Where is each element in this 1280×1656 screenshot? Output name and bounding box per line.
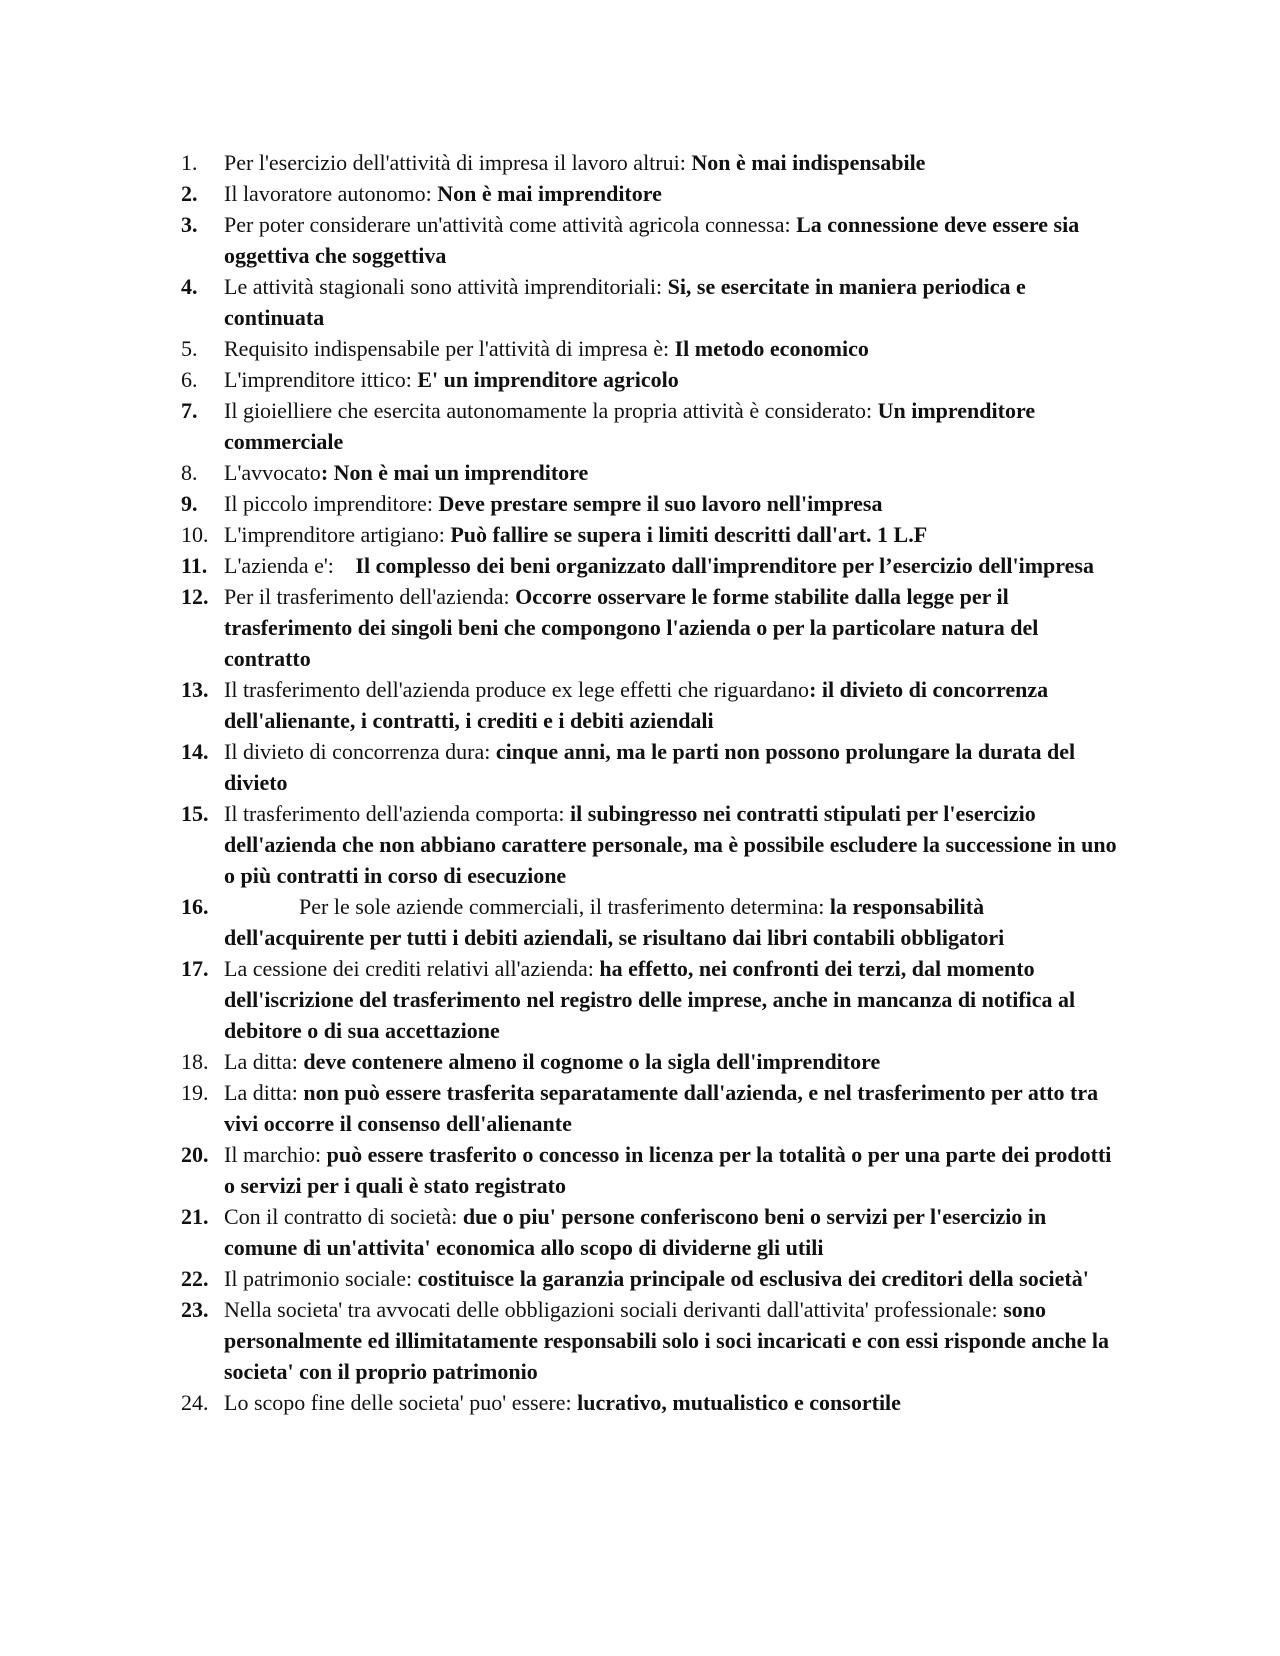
item-number: 6. [181, 367, 198, 392]
answer-text: sono personalmente ed illimitatamente responsabili solo i soci incaricati e con essi risponde anche la societa' con il proprio patrimonio [224, 1297, 1110, 1384]
item-number: 16. [181, 894, 209, 919]
item-number: 19. [181, 1080, 209, 1105]
item-number: 12. [181, 584, 209, 609]
question-text: La ditta: [224, 1080, 304, 1105]
item-number: 18. [181, 1049, 209, 1074]
list-item [181, 178, 1121, 209]
answer-text: non può essere trasferita separatamente dall'azienda, e nel trasferimento per atto tra vivi occorre il consenso dell'alienante [224, 1080, 1099, 1136]
list-item [181, 736, 1121, 798]
answer-text: due o piu' persone conferiscono beni o servizi per l'esercizio in comune di un'attivita' economica allo scopo di dividerne gli utili [224, 1204, 1047, 1260]
list-item [181, 209, 1121, 271]
question-text: Il trasferimento dell'azienda comporta: [224, 801, 571, 826]
item-number: 13. [181, 677, 209, 702]
answer-text: Deve prestare sempre il suo lavoro nell'impresa [438, 491, 883, 516]
question-text: Per l'esercizio dell'attività di impresa il lavoro altrui: [224, 150, 692, 175]
question-text: La ditta: [224, 1049, 304, 1074]
question-text: Lo scopo fine delle societa' puo' essere: [224, 1390, 578, 1415]
question-text: Il divieto di concorrenza dura: [224, 739, 496, 764]
item-number: 17. [181, 956, 209, 981]
question-text: Per il trasferimento dell'azienda: [224, 584, 516, 609]
answer-text: Non è mai indispensabile [691, 150, 926, 175]
list-item [181, 1387, 1121, 1418]
question-text: Il gioielliere che esercita autonomamente la propria attività è considerato: [224, 398, 878, 423]
answer-text: cinque anni, ma le parti non possono prolungare la durata del divieto [224, 739, 1076, 795]
answer-text: : Non è mai un imprenditore [320, 460, 589, 485]
list-item [181, 891, 1121, 953]
list-item [181, 550, 1121, 581]
question-text: Con il contratto di società: [224, 1204, 463, 1229]
list-item [181, 333, 1121, 364]
list-item [181, 1294, 1121, 1387]
answer-text: La connessione deve essere sia oggettiva che soggettiva [224, 212, 1080, 268]
question-answer-list [181, 147, 1121, 1418]
item-number: 11. [181, 553, 208, 578]
item-number: 9. [181, 491, 198, 516]
item-number: 4. [181, 274, 198, 299]
list-item [181, 488, 1121, 519]
item-number: 7. [181, 398, 198, 423]
answer-text: il subingresso nei contratti stipulati per l'esercizio dell'azienda che non abbiano carattere personale, ma è possibile escludere la successione in uno o più contratti in corso di esecuzione [224, 801, 1117, 888]
item-number: 1. [181, 150, 198, 175]
answer-text: : il divieto di concorrenza dell'alienante, i contratti, i crediti e i debiti aziendali [224, 677, 1049, 733]
question-text: Nella societa' tra avvocati delle obbligazioni sociali derivanti dall'attivita' professionale: [224, 1297, 1004, 1322]
answer-text: deve contenere almeno il cognome o la sigla dell'imprenditore [303, 1049, 881, 1074]
item-number: 23. [181, 1297, 209, 1322]
answer-text: ha effetto, nei confronti dei terzi, dal momento dell'iscrizione del trasferimento nel registro delle imprese, anche in mancanza di notifica al debitore o di sua accettazione [224, 956, 1076, 1043]
list-item [181, 674, 1121, 736]
question-text: Per le sole aziende commerciali, il trasferimento determina: [299, 894, 830, 919]
question-text: Il marchio: [224, 1142, 327, 1167]
item-number: 14. [181, 739, 209, 764]
question-text: L'azienda e': [224, 553, 340, 578]
list-item [181, 395, 1121, 457]
list-item [181, 457, 1121, 488]
list-item [181, 953, 1121, 1046]
item-number: 20. [181, 1142, 209, 1167]
answer-text: E' un imprenditore agricolo [417, 367, 679, 392]
list-item [181, 1201, 1121, 1263]
item-number: 10. [181, 522, 209, 547]
answer-text: Il complesso dei beni organizzato dall'imprenditore per l’esercizio dell'impresa [355, 553, 1094, 578]
answer-text: Occorre osservare le forme stabilite dalla legge per il trasferimento dei singoli beni che compongono l'azienda o per la particolare natura del contratto [224, 584, 1039, 671]
item-number: 2. [181, 181, 198, 206]
list-item [181, 1139, 1121, 1201]
answer-text: lucrativo, mutualistico e consortile [577, 1390, 901, 1415]
list-item [181, 1263, 1121, 1294]
list-item [181, 798, 1121, 891]
question-text: Il patrimonio sociale: [224, 1266, 418, 1291]
list-item [181, 581, 1121, 674]
answer-text: Si, se esercitate in maniera periodica e continuata [224, 274, 1026, 330]
list-item [181, 1046, 1121, 1077]
item-number: 15. [181, 801, 209, 826]
list-item [181, 364, 1121, 395]
item-number: 3. [181, 212, 198, 237]
item-number: 22. [181, 1266, 209, 1291]
answer-text: Non è mai imprenditore [437, 181, 662, 206]
question-text: La cessione dei crediti relativi all'azienda: [224, 956, 600, 981]
list-item [181, 271, 1121, 333]
item-number: 24. [181, 1390, 209, 1415]
question-text: L'avvocato [224, 460, 321, 485]
list-item [181, 147, 1121, 178]
question-text: Requisito indispensabile per l'attività di impresa è: [224, 336, 675, 361]
question-text: Le attività stagionali sono attività imprenditoriali: [224, 274, 668, 299]
question-text: Il trasferimento dell'azienda produce ex lege effetti che riguardano [224, 677, 810, 702]
item-number: 5. [181, 336, 198, 361]
answer-text: la responsabilità dell'acquirente per tutti i debiti aziendali, se risultano dai libri contabili obbligatori [224, 894, 1005, 950]
answer-text: può essere trasferito o concesso in licenza per la totalità o per una parte dei prodotti o servizi per i quali è stato registrato [224, 1142, 1112, 1198]
list-item [181, 1077, 1121, 1139]
answer-text: Può fallire se supera i limiti descritti dall'art. 1 L.F [450, 522, 928, 547]
answer-text: costituisce la garanzia principale od esclusiva dei creditori della società' [417, 1266, 1089, 1291]
question-text: Per poter considerare un'attività come attività agricola connessa: [224, 212, 797, 237]
question-text: Il piccolo imprenditore: [224, 491, 439, 516]
answer-text: Il metodo economico [674, 336, 869, 361]
question-text: Il lavoratore autonomo: [224, 181, 438, 206]
question-text: L'imprenditore ittico: [224, 367, 418, 392]
item-number: 21. [181, 1204, 209, 1229]
list-item [181, 519, 1121, 550]
item-number: 8. [181, 460, 198, 485]
answer-text: Un imprenditore commerciale [224, 398, 1036, 454]
question-text: L'imprenditore artigiano: [224, 522, 451, 547]
